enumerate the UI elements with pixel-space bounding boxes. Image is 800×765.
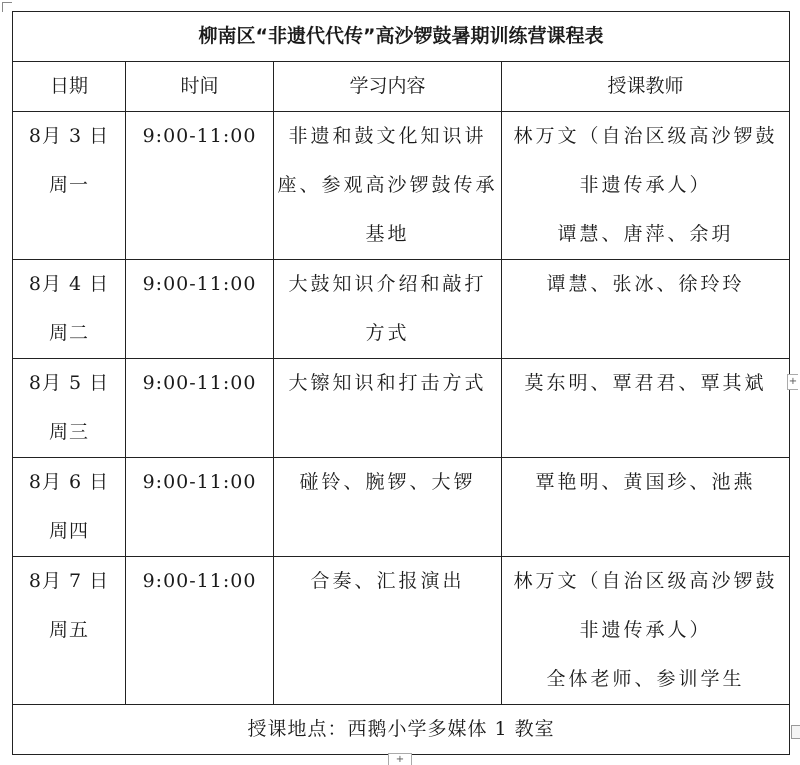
date-cell: [13, 557, 126, 705]
teacher-cell: [502, 458, 790, 557]
content-line: 非遗和鼓文化知识讲: [288, 125, 487, 147]
bottom-expand-marker[interactable]: +: [388, 753, 412, 765]
content-line: 方式: [365, 322, 410, 344]
date-text: 8月 7 日: [28, 570, 110, 592]
content-line: 基地: [365, 223, 410, 245]
time-cell: 9:00-11:00: [126, 359, 274, 458]
date-text: 8月 5 日: [28, 372, 110, 394]
teacher-line: 覃艳明、黄国珍、池燕: [535, 471, 756, 493]
date-text: 8月 6 日: [28, 471, 110, 493]
weekday-text: 周五: [48, 619, 89, 641]
weekday-text: 周三: [48, 421, 89, 443]
content-cell: [274, 260, 502, 359]
content-cell: [274, 458, 502, 557]
content-cell: [274, 359, 502, 458]
time-cell: 9:00-11:00: [126, 458, 274, 557]
teacher-line: 林万文（自治区级高沙锣鼓: [513, 125, 778, 147]
date-cell: [13, 112, 126, 260]
teacher-cell: [502, 260, 790, 359]
date-cell: [13, 260, 126, 359]
teacher-line: 谭慧、张冰、徐玲玲: [546, 273, 745, 295]
teacher-cell: [502, 557, 790, 705]
time-cell: 9:00-11:00: [126, 557, 274, 705]
table-title: 柳南区“非遗代代传”高沙锣鼓暑期训练营课程表: [13, 12, 790, 62]
content-line: 合奏、汇报演出: [310, 570, 465, 592]
title-row: [13, 12, 790, 62]
footer-row: [13, 705, 790, 755]
content-cell: [274, 557, 502, 705]
teacher-cell: [502, 112, 790, 260]
corner-crop-mark: [2, 2, 12, 12]
weekday-text: 周一: [48, 174, 89, 196]
time-cell: 9:00-11:00: [126, 112, 274, 260]
schedule-row: [13, 458, 790, 557]
time-cell: 9:00-11:00: [126, 260, 274, 359]
teacher-line: 谭慧、唐萍、余玥: [557, 223, 734, 245]
course-schedule-table: [12, 11, 790, 755]
teacher-line: 林万文（自治区级高沙锣鼓: [513, 570, 778, 592]
right-edge-handle: [791, 725, 800, 739]
date-text: 8月 3 日: [28, 125, 110, 147]
content-line: 座、参观高沙锣鼓传承: [277, 174, 498, 196]
content-line: 大镲知识和打击方式: [288, 372, 487, 394]
content-line: 碰铃、腕锣、大锣: [299, 471, 476, 493]
date-text: 8月 4 日: [28, 273, 110, 295]
schedule-rows: [13, 112, 790, 705]
schedule-row: [13, 557, 790, 705]
header-content: 学习内容: [274, 62, 502, 112]
header-time: 时间: [126, 62, 274, 112]
content-cell: [274, 112, 502, 260]
header-row: [13, 62, 790, 112]
side-expand-marker[interactable]: +: [787, 374, 798, 390]
schedule-row: [13, 260, 790, 359]
teacher-line: 莫东明、覃君君、覃其斌: [524, 372, 767, 394]
location-note: 授课地点：西鹅小学多媒体 1 教室: [13, 705, 790, 755]
schedule-row: [13, 112, 790, 260]
teacher-line: 全体老师、参训学生: [546, 668, 745, 690]
content-line: 大鼓知识介绍和敲打: [288, 273, 487, 295]
teacher-line: 非遗传承人）: [579, 619, 712, 641]
schedule-row: [13, 359, 790, 458]
date-cell: [13, 359, 126, 458]
teacher-line: 非遗传承人）: [579, 174, 712, 196]
date-cell: [13, 458, 126, 557]
weekday-text: 周二: [48, 322, 89, 344]
header-teacher: 授课教师: [502, 62, 790, 112]
teacher-cell: [502, 359, 790, 458]
weekday-text: 周四: [48, 520, 89, 542]
header-date: 日期: [13, 62, 126, 112]
